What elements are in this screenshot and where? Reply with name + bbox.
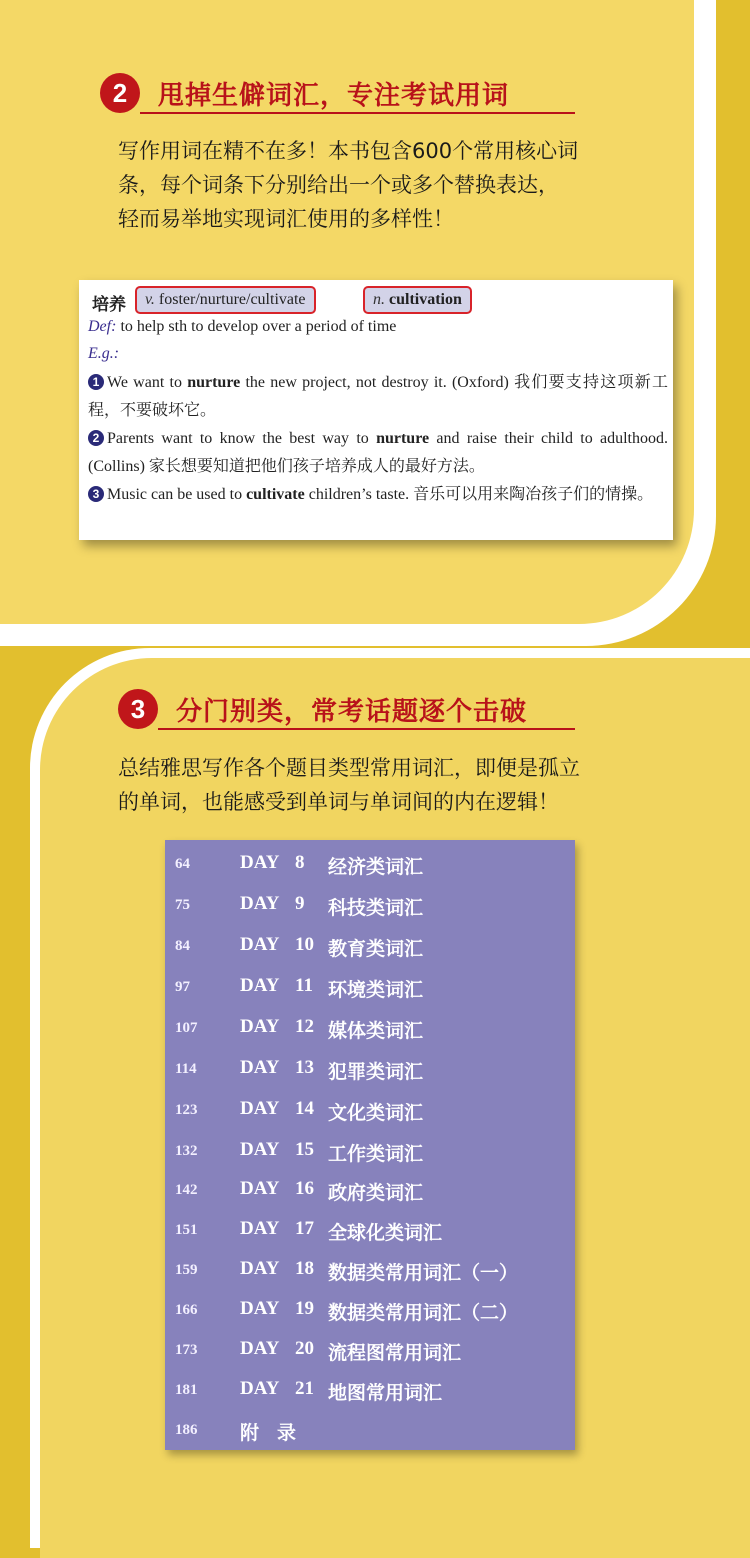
section-2-paragraph — [118, 134, 578, 236]
toc-day-label: DAY — [240, 893, 280, 914]
toc-day-number: 16 — [295, 1178, 314, 1199]
toc-page-number: 181 — [175, 1382, 198, 1398]
paragraph-line: 总结雅思写作各个题目类型常用词汇，即便是孤立 — [118, 756, 580, 780]
entry-header-row — [79, 286, 673, 315]
example-text: and raise their child to adulthood. (Collins) 家长想要知道把他们孩子培养成人的最好方法。 — [88, 430, 668, 475]
toc-day-label: DAY — [240, 1178, 280, 1199]
toc-page-number: 107 — [175, 1020, 198, 1036]
toc-title: 数据类常用词汇（一） — [328, 1262, 519, 1284]
example-text: Parents want to know the best way to — [107, 430, 377, 447]
toc-page-number: 123 — [175, 1102, 198, 1118]
toc-row — [165, 1139, 575, 1169]
paragraph-line: 条，每个词条下分别给出一个或多个替换表达， — [118, 173, 559, 197]
toc-page-number: 186 — [175, 1422, 198, 1438]
example-sentence — [88, 425, 668, 481]
toc-day-number: 17 — [295, 1218, 314, 1239]
verb-forms: foster/nurture/cultivate — [158, 291, 306, 308]
toc-page-number: 75 — [175, 897, 190, 913]
toc-page-number: 84 — [175, 938, 190, 954]
verb-pos: v. — [145, 291, 155, 308]
section-title: 甩掉生僻词汇，专注考试用词 — [158, 80, 510, 111]
dictionary-entry-card — [79, 280, 673, 540]
toc-row — [165, 852, 575, 882]
example-text: Music can be used to — [107, 486, 247, 503]
toc-title: 地图常用词汇 — [328, 1382, 443, 1404]
toc-page-number: 64 — [175, 856, 190, 872]
def-label: Def: — [88, 318, 117, 335]
toc-title: 全球化类词汇 — [328, 1222, 443, 1244]
toc-page-number: 97 — [175, 979, 190, 995]
toc-day-label: DAY — [240, 975, 280, 996]
toc-row — [165, 934, 575, 964]
toc-day-label: DAY — [240, 852, 280, 873]
table-of-contents — [165, 840, 575, 1450]
section-3-heading — [118, 689, 527, 729]
example-sentence — [88, 369, 668, 425]
toc-day-number: 13 — [295, 1057, 314, 1078]
section-2-heading — [100, 73, 509, 113]
toc-page-number: 114 — [175, 1061, 197, 1077]
example-number-icon: 2 — [88, 430, 104, 446]
toc-day-number: 19 — [295, 1298, 314, 1319]
example-keyword: cultivate — [246, 486, 305, 503]
toc-title: 科技类词汇 — [328, 897, 424, 919]
toc-row — [165, 1418, 575, 1448]
example-text: children’s taste. 音乐可以用来陶冶孩子们的情操。 — [304, 486, 654, 503]
paragraph-line: 的单词，也能感受到单词与单词间的内在逻辑！ — [118, 790, 559, 814]
toc-row — [165, 1338, 575, 1368]
toc-day-label: DAY — [240, 1258, 280, 1279]
toc-day-number: 10 — [295, 934, 314, 955]
toc-title: 犯罪类词汇 — [328, 1061, 424, 1083]
section-3-paragraph — [118, 751, 580, 819]
toc-day-label: 附 — [240, 1423, 260, 1444]
toc-day-number: 录 — [277, 1423, 297, 1444]
toc-day-label: DAY — [240, 1057, 280, 1078]
toc-day-label: DAY — [240, 1218, 280, 1239]
toc-title: 工作类词汇 — [328, 1143, 424, 1165]
example-number-icon: 3 — [88, 486, 104, 502]
toc-day-number: 15 — [295, 1139, 314, 1160]
example-keyword: nurture — [187, 374, 241, 391]
toc-row — [165, 1178, 575, 1208]
toc-title: 政府类词汇 — [328, 1182, 424, 1204]
heading-underline — [158, 728, 575, 730]
toc-title: 教育类词汇 — [328, 938, 424, 960]
section-title: 分门别类，常考话题逐个击破 — [176, 696, 528, 727]
toc-page-number: 166 — [175, 1302, 198, 1318]
toc-day-label: DAY — [240, 1098, 280, 1119]
toc-title: 环境类词汇 — [328, 979, 424, 1001]
toc-row — [165, 1098, 575, 1128]
paragraph-line: 写作用词在精不在多！本书包含600个常用核心词 — [118, 139, 579, 163]
toc-row — [165, 1258, 575, 1288]
example-sentence — [88, 481, 668, 509]
toc-row — [165, 1298, 575, 1328]
toc-row — [165, 893, 575, 923]
toc-row — [165, 1218, 575, 1248]
headword: 培养 — [92, 295, 126, 315]
toc-day-label: DAY — [240, 1298, 280, 1319]
paragraph-line: 轻而易举地实现词汇使用的多样性！ — [118, 207, 454, 231]
eg-label: E.g.: — [88, 345, 120, 362]
toc-page-number: 151 — [175, 1222, 198, 1238]
definition: to help sth to develop over a period of time — [120, 318, 397, 335]
definition-line — [88, 318, 396, 336]
example-text: the new project, not destroy it. (Oxford) 我们要支持这项新工程，不要破坏它。 — [88, 374, 668, 419]
toc-day-number: 12 — [295, 1016, 314, 1037]
toc-page-number: 142 — [175, 1182, 198, 1198]
toc-day-label: DAY — [240, 1378, 280, 1399]
toc-title: 数据类常用词汇（二） — [328, 1302, 519, 1324]
toc-title: 文化类词汇 — [328, 1102, 424, 1124]
toc-day-number: 20 — [295, 1338, 314, 1359]
toc-page-number: 173 — [175, 1342, 198, 1358]
toc-day-number: 8 — [295, 852, 305, 873]
toc-row — [165, 1378, 575, 1408]
toc-day-label: DAY — [240, 1016, 280, 1037]
verb-forms-box — [135, 286, 316, 314]
toc-title: 流程图常用词汇 — [328, 1342, 462, 1364]
toc-day-number: 11 — [295, 975, 313, 996]
toc-row — [165, 1016, 575, 1046]
toc-day-label: DAY — [240, 1139, 280, 1160]
noun-pos: n. — [373, 291, 385, 308]
noun-form-box — [363, 286, 472, 314]
heading-underline — [140, 112, 575, 114]
toc-day-number: 14 — [295, 1098, 314, 1119]
toc-day-label: DAY — [240, 934, 280, 955]
noun-form: cultivation — [389, 291, 462, 308]
toc-title: 媒体类词汇 — [328, 1020, 424, 1042]
toc-page-number: 132 — [175, 1143, 198, 1159]
toc-day-number: 18 — [295, 1258, 314, 1279]
toc-row — [165, 975, 575, 1005]
example-keyword: nurture — [376, 430, 430, 447]
toc-day-number: 9 — [295, 893, 305, 914]
toc-page-number: 159 — [175, 1262, 198, 1278]
example-text: We want to — [107, 374, 188, 391]
toc-title: 经济类词汇 — [328, 856, 424, 878]
section-number-badge: 2 — [100, 73, 140, 113]
section-number-badge: 3 — [118, 689, 158, 729]
toc-row — [165, 1057, 575, 1087]
toc-day-number: 21 — [295, 1378, 314, 1399]
toc-day-label: DAY — [240, 1338, 280, 1359]
example-number-icon: 1 — [88, 374, 104, 390]
